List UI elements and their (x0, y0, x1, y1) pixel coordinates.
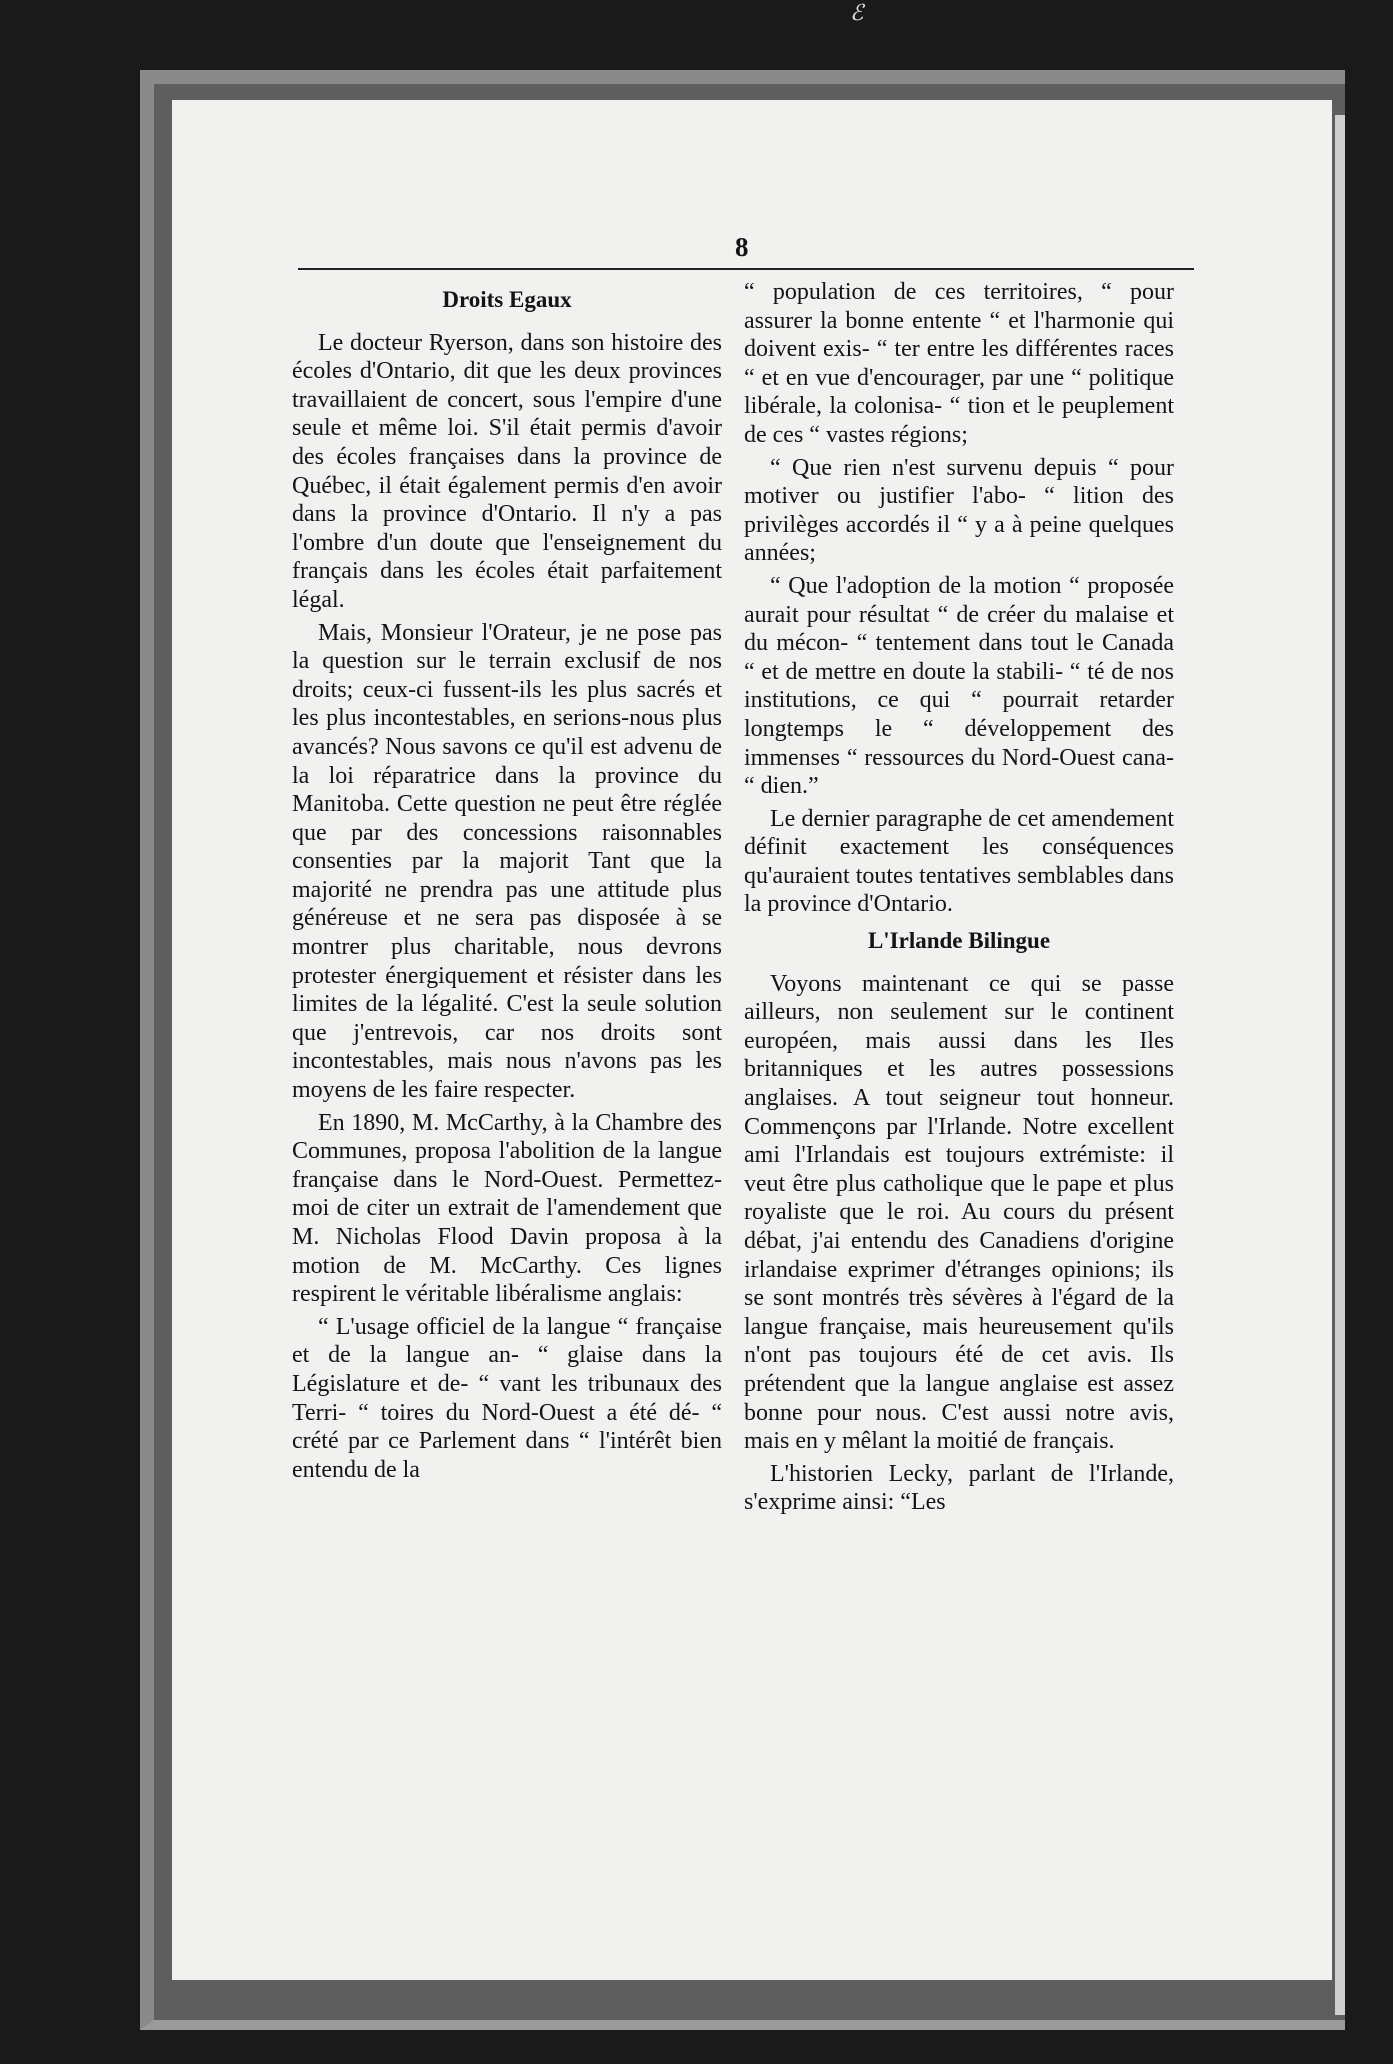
paragraph: En 1890, M. McCarthy, à la Chambre des Communes, proposa l'abolition de la langue française dans le Nord-Ouest. Permettez-moi de citer un extrait de l'amendement que M. Nicholas Flood Davin proposa à la motion de M. McCarthy. Ces lignes respirent le véritable libéralisme anglais: (292, 1109, 722, 1308)
paragraph: Le docteur Ryerson, dans son histoire des écoles d'Ontario, dit que les deux provinces travaillaient de concert, sous l'empire d'une seule et même loi. S'il était permis d'avoir des écoles françaises dans la province de Québec, il était également permis d'en avoir dans la province d'Ontario. Il n'y a pas l'ombre d'un doute que l'enseignement du français dans les écoles était parfaitement légal. (292, 329, 722, 613)
header-rule (298, 268, 1194, 270)
quote-continuation: “ population de ces territoires, “ pour assurer la bonne entente “ et l'harmonie qui doivent exis- “ ter entre les différentes races “ et en vue d'encourager, par une “ politique libérale, la colonisa- “ tion et le peuplement de ces “ vastes régions; (744, 279, 1174, 448)
paragraph: Mais, Monsieur l'Orateur, je ne pose pas la question sur le terrain exclusif de nos droits; ceux-ci fussent-ils les plus sacrés et les plus incontestables, en serions-nous plus avancés? Nous savons ce qu'il est advenu de la loi réparatrice dans la province du Manitoba. Cette question ne peut être réglée que par des concessions raisonnables consenties par la majorit Tant que la majorité ne prendra pas une attitude plus généreuse et ne sera pas disposée à se montrer plus charitable, nous devrons protester énergiquement et résister dans les limites de la légalité. C'est la seule solution que j'entrevois, car nos droits sont incontestables, mais nous n'avons pas les moyens de les faire respecter. (292, 619, 722, 1104)
paragraph: L'historien Lecky, parlant de l'Irlande, s'exprime ainsi: “Les (744, 1460, 1174, 1516)
paragraph: Voyons maintenant ce qui se passe ailleurs, non seulement sur le continent européen, mais aussi dans les Iles britanniques et les autres possessions anglaises. A tout seigneur tout honneur. Commençons par l'Irlande. Notre excellent ami l'Irlandais est toujours extrémiste: il veut être plus catholique que le pape et plus royaliste que le roi. Au cours du présent débat, j'ai entendu des Canadiens d'origine irlandaise exprimer d'étranges opinions; ils se sont montrés très sévères à l'égard de la langue française, mais heureusement qu'ils n'ont pas toujours été de cet avis. Ils prétendent que la langue anglaise est assez bonne pour nous. C'est aussi notre avis, mais en y mêlant la moitié de français. (744, 970, 1174, 1455)
scan-mark: ℰ (850, 0, 864, 25)
quote-paragraph: “ Que l'adoption de la motion “ proposée aurait pour résultat “ de créer du malaise et du mécon- “ tentement dans tout le Canada “ et de mettre en doute la stabili- “ té de nos institutions, ce qui “ pourrait retarder longtemps le “ développement des immenses “ ressources du Nord-Ouest cana- “ dien.” (744, 572, 1174, 800)
section-title-droits-egaux: Droits Egaux (442, 287, 572, 312)
left-column (292, 278, 722, 1488)
paragraph: Le dernier paragraphe de cet amendement définit exactement les conséquences qu'auraient toutes tentatives semblables dans la province d'Ontario. (744, 805, 1174, 918)
quote-paragraph: “ Que rien n'est survenu depuis “ pour motiver ou justifier l'abo- “ lition des privilèges accordés il “ y a à peine quelques années; (744, 454, 1174, 567)
section-title-irlande-bilingue: L'Irlande Bilingue (867, 928, 1051, 954)
page-edge (1335, 115, 1345, 2015)
right-column (744, 278, 1174, 1521)
page-number: 8 (735, 232, 749, 262)
quote-paragraph: “ L'usage officiel de la langue “ française et de la langue an- “ glaise dans la Législature et de- “ vant les tribunaux des Terri- “ toires du Nord-Ouest a été dé- “ crété par ce Parlement dans “ l'intérêt bien entendu de la (292, 1313, 722, 1483)
